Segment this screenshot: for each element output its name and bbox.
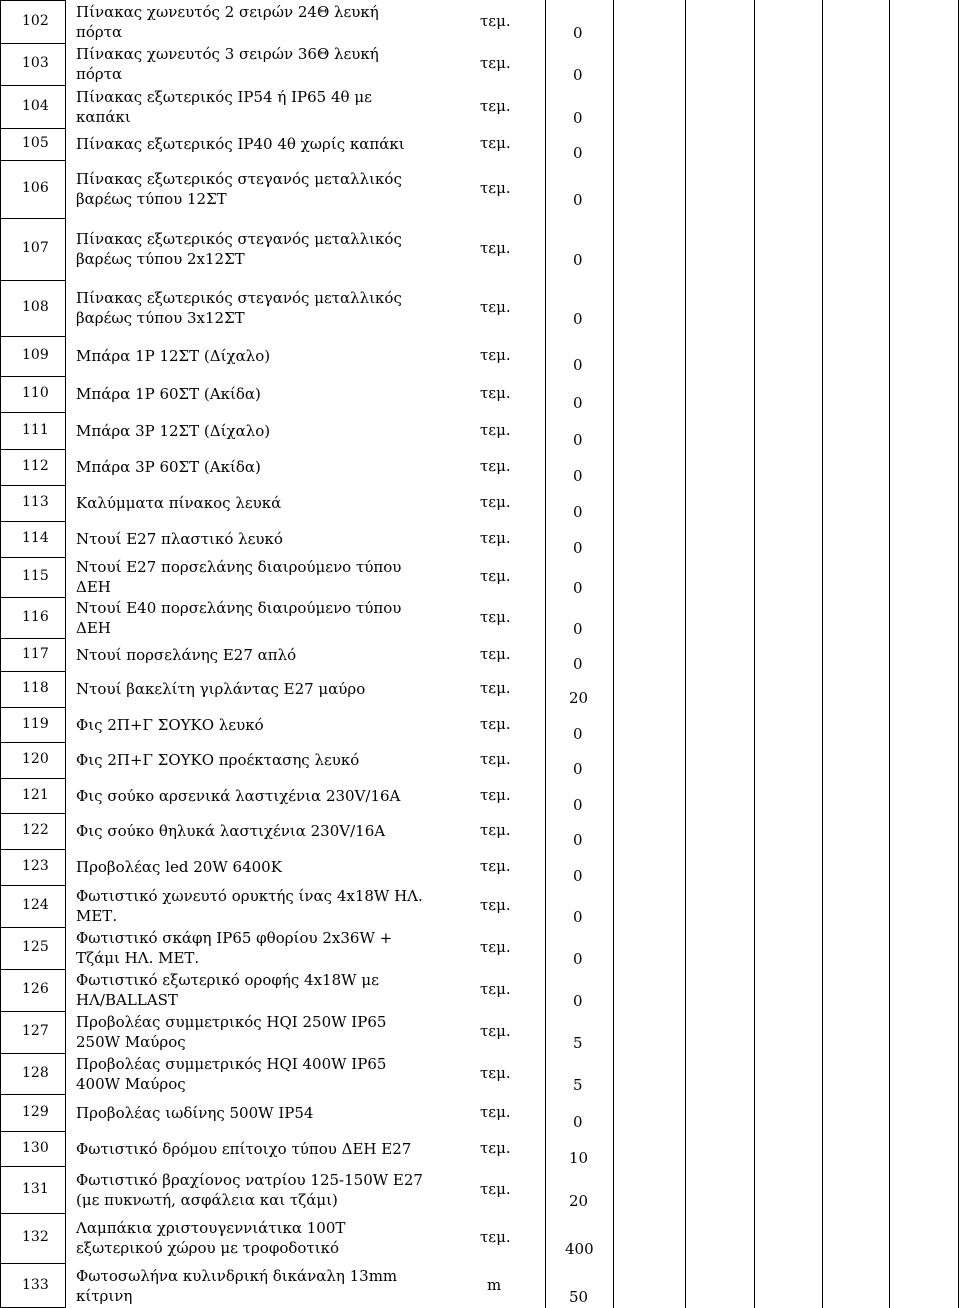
item-unit: τεμ.	[480, 96, 511, 115]
item-quantity: 0	[573, 654, 583, 673]
row-rule	[0, 742, 66, 743]
row-rule	[0, 1213, 66, 1214]
row-number: 117	[22, 645, 49, 662]
item-description	[76, 44, 536, 84]
item-quantity: 0	[573, 467, 583, 485]
row-rule	[0, 1263, 66, 1264]
column-rule	[958, 0, 959, 1308]
item-unit: τεμ.	[480, 607, 511, 626]
row-number: 120	[22, 751, 49, 767]
item-quantity: 20	[569, 689, 589, 707]
description-line: Ντουί Ε27 πορσελάνης διαιρούμενο τύπου	[76, 558, 402, 576]
item-description: Μπάρα 3P 60ΣΤ (Ακίδα)	[76, 458, 261, 476]
row-number: 103	[22, 55, 49, 71]
row-rule	[0, 707, 66, 708]
item-unit: τεμ.	[480, 644, 511, 663]
row-number: 127	[22, 1023, 49, 1039]
item-description: Προβολέας led 20W 6400K	[76, 858, 282, 876]
row-rule	[0, 597, 66, 598]
row-number: 106	[22, 180, 49, 196]
row-number: 114	[22, 530, 49, 546]
item-unit: τεμ.	[480, 134, 511, 152]
item-unit: τεμ.	[480, 857, 511, 875]
row-number: 116	[22, 608, 49, 625]
item-description	[76, 886, 536, 926]
item-description	[76, 2, 536, 42]
item-quantity: 0	[573, 310, 583, 328]
item-unit: τεμ.	[480, 457, 511, 475]
row-number: 119	[22, 715, 49, 732]
item-description: Ντουί βακελίτη γιρλάντας Ε27 μαύρο	[76, 680, 366, 698]
row-number: 133	[22, 1276, 49, 1293]
item-quantity: 400	[565, 1240, 594, 1258]
item-unit: τεμ.	[480, 298, 511, 316]
row-number: 107	[22, 240, 49, 256]
column-rule	[685, 0, 686, 1308]
description-line: ΔΕΗ	[76, 578, 111, 596]
item-description	[76, 87, 536, 127]
description-line: (με πυκνωτή, ασφάλεια και τζάμι)	[76, 1190, 338, 1209]
item-quantity: 20	[569, 1191, 589, 1210]
item-unit: τεμ.	[480, 11, 511, 30]
row-number: 109	[22, 347, 49, 363]
row-number: 131	[22, 1180, 49, 1197]
item-quantity: 0	[573, 108, 583, 127]
row-rule	[0, 1131, 66, 1132]
item-description	[76, 1170, 536, 1210]
item-unit: τεμ.	[480, 493, 511, 511]
description-line: Ντουί Ε40 πορσελάνης διαιρούμενο τύπου	[76, 598, 402, 617]
description-line: 250W Μαύρος	[76, 1033, 186, 1051]
item-quantity: 0	[573, 579, 583, 597]
description-line: Προβολέας συμμετρικός HQI 250W IP65	[76, 1013, 387, 1031]
description-line: Φωτιστικό βραχίονος νατρίου 125-150W Ε27	[76, 1170, 423, 1189]
row-rule	[0, 336, 66, 337]
item-quantity: 0	[573, 831, 583, 849]
item-description: Ντουί πορσελάνης Ε27 απλό	[76, 645, 297, 664]
item-description: Φις σούκο θηλυκά λαστιχένια 230V/16A	[76, 822, 386, 840]
row-rule	[0, 0, 66, 1]
item-unit: τεμ.	[480, 54, 511, 72]
row-rule	[0, 160, 66, 161]
column-rule	[545, 0, 546, 1308]
item-unit: τεμ.	[480, 821, 511, 839]
item-quantity: 50	[569, 1287, 589, 1306]
row-number: 122	[22, 822, 49, 838]
item-description	[76, 1054, 536, 1094]
item-quantity: 0	[573, 992, 583, 1010]
row-number: 130	[22, 1139, 49, 1156]
description-line: κίτρινη	[76, 1286, 133, 1305]
item-quantity: 0	[573, 619, 583, 638]
row-number: 111	[22, 421, 49, 438]
item-description	[76, 1266, 536, 1306]
row-rule	[0, 638, 66, 639]
description-line: πόρτα	[76, 22, 123, 41]
item-quantity: 0	[573, 394, 583, 412]
description-line: Πίνακας εξωτερικός στεγανός μεταλλικός	[76, 230, 402, 248]
row-number: 115	[22, 568, 49, 584]
item-description	[76, 970, 536, 1010]
item-description: Φις σούκο αρσενικά λαστιχένια 230V/16A	[76, 786, 401, 805]
row-number: 102	[22, 12, 49, 29]
item-description	[76, 288, 536, 328]
item-quantity: 0	[573, 795, 583, 814]
row-rule	[0, 969, 66, 970]
item-description: Φις 2Π+Γ ΣΟΥΚΟ προέκτασης λευκό	[76, 751, 360, 769]
row-rule	[0, 128, 66, 129]
item-quantity: 0	[573, 356, 583, 374]
description-line: βαρέως τύπου 2x12ΣΤ	[76, 250, 245, 268]
row-rule	[0, 1053, 66, 1054]
description-line: ΜΕΤ.	[76, 907, 118, 925]
description-line: πόρτα	[76, 65, 123, 83]
item-description: Μπάρα 1P 12ΣΤ (Δίχαλο)	[76, 347, 271, 365]
row-rule	[0, 1011, 66, 1012]
description-line: Πίνακας χωνευτός 3 σειρών 36Θ λευκή	[76, 45, 379, 63]
item-description: Μπάρα 3P 12ΣΤ (Δίχαλο)	[76, 421, 271, 440]
item-quantity: 0	[573, 760, 583, 778]
item-unit: τεμ.	[480, 750, 511, 768]
row-number: 110	[22, 385, 49, 401]
description-line: Φωτιστικό σκάφη IP65 φθορίου 2x36W +	[76, 929, 393, 947]
row-number: 118	[22, 680, 49, 696]
item-quantity: 0	[573, 23, 583, 42]
item-quantity: 0	[573, 430, 583, 449]
item-unit: τεμ.	[480, 714, 511, 733]
row-rule	[0, 778, 66, 779]
description-line: βαρέως τύπου 3x12ΣΤ	[76, 309, 245, 327]
item-unit: τεμ.	[480, 1102, 511, 1121]
description-line: Φωτιστικό χωνευτό ορυκτής ίνας 4x18W ΗΛ.	[76, 887, 423, 905]
item-description: Φις 2Π+Γ ΣΟΥΚΟ λευκό	[76, 715, 264, 734]
row-rule	[0, 412, 66, 413]
item-quantity: 0	[573, 1112, 583, 1131]
description-line: Πίνακας χωνευτός 2 σειρών 24Θ λευκή	[76, 2, 379, 21]
description-line: καπάκι	[76, 107, 131, 126]
item-unit: τεμ.	[480, 785, 511, 804]
description-line: Φωτιστικό εξωτερικό οροφής 4x18W με	[76, 971, 379, 989]
row-rule	[0, 449, 66, 450]
column-rule	[822, 0, 823, 1308]
description-line: Φωτοσωλήνα κυλινδρική δικάναλη 13mm	[76, 1266, 398, 1285]
item-description	[76, 169, 536, 209]
item-unit: τεμ.	[480, 1179, 511, 1198]
row-number: 112	[22, 458, 49, 474]
item-unit: τεμ.	[480, 980, 511, 998]
row-rule	[0, 521, 66, 522]
row-rule	[0, 813, 66, 814]
item-description: Μπάρα 1P 60ΣΤ (Ακίδα)	[76, 385, 261, 403]
item-description	[76, 557, 536, 597]
description-line: 400W Μαύρος	[76, 1074, 186, 1093]
row-number: 128	[22, 1064, 49, 1081]
item-quantity: 0	[573, 251, 583, 269]
description-line: Πίνακας εξωτερικός στεγανός μεταλλικός	[76, 289, 402, 307]
item-description: Ντουί Ε27 πλαστικό λευκό	[76, 530, 283, 548]
description-line: Πίνακας εξωτερικός IP54 ή IP65 4θ με	[76, 87, 372, 106]
item-quantity: 0	[573, 724, 583, 743]
item-description: Προβολέας ιωδίνης 500W IP54	[76, 1103, 314, 1122]
item-quantity: 0	[573, 144, 583, 162]
row-rule	[0, 849, 66, 850]
row-number: 104	[22, 97, 49, 114]
row-number: 113	[22, 494, 49, 510]
row-number: 124	[22, 897, 49, 913]
column-rule	[613, 0, 614, 1308]
item-description	[76, 598, 536, 638]
item-unit: τεμ.	[480, 567, 511, 585]
item-quantity: 0	[573, 539, 583, 557]
description-line: Τζάμι ΗΛ. ΜΕΤ.	[76, 949, 200, 967]
row-rule	[0, 885, 66, 886]
row-number: 126	[22, 981, 49, 997]
item-unit: m	[487, 1275, 502, 1294]
row-rule	[0, 671, 66, 672]
item-description	[76, 1012, 536, 1052]
row-number: 123	[22, 858, 49, 874]
item-quantity: 5	[573, 1034, 583, 1052]
description-line: Λαμπάκια χριστουγεννιάτικα 100T	[76, 1219, 346, 1237]
description-line: ΗΛ/BALLAST	[76, 991, 178, 1009]
description-line: ΔΕΗ	[76, 618, 111, 637]
item-unit: τεμ.	[480, 529, 511, 547]
column-rule	[754, 0, 755, 1308]
item-description: Καλύμματα πίνακος λευκά	[76, 494, 282, 512]
column-rule	[65, 0, 66, 1308]
row-number: 125	[22, 939, 49, 955]
item-unit: τεμ.	[480, 384, 511, 402]
item-unit: τεμ.	[480, 346, 511, 364]
description-line: Πίνακας εξωτερικός στεγανός μεταλλικός	[76, 170, 402, 188]
description-line: Προβολέας συμμετρικός HQI 400W IP65	[76, 1054, 387, 1073]
row-number: 132	[22, 1229, 49, 1245]
row-number: 108	[22, 299, 49, 315]
row-rule	[0, 557, 66, 558]
row-rule	[0, 280, 66, 281]
row-rule	[0, 218, 66, 219]
item-quantity: 0	[573, 66, 583, 84]
item-unit: τεμ.	[480, 239, 511, 257]
item-unit: τεμ.	[480, 420, 511, 439]
item-quantity: 5	[573, 1075, 583, 1094]
row-rule	[0, 485, 66, 486]
row-number: 121	[22, 786, 49, 803]
item-unit: τεμ.	[480, 1228, 511, 1246]
item-quantity: 0	[573, 191, 583, 209]
row-rule	[0, 43, 66, 44]
item-quantity: 0	[573, 950, 583, 968]
column-rule	[889, 0, 890, 1308]
row-rule	[0, 1094, 66, 1095]
item-unit: τεμ.	[480, 179, 511, 197]
item-description: Φωτιστικό δρόμου επίτοιχο τύπου ΔΕΗ Ε27	[76, 1139, 412, 1158]
item-quantity: 0	[573, 503, 583, 521]
item-unit: τεμ.	[480, 1138, 511, 1157]
item-description	[76, 1218, 536, 1258]
item-quantity: 10	[569, 1148, 589, 1167]
description-line: εξωτερικού χώρου με τροφοδοτικό	[76, 1239, 339, 1257]
row-number: 129	[22, 1103, 49, 1120]
item-description: Πίνακας εξωτερικός IP40 4θ χωρίς καπάκι	[76, 135, 405, 153]
item-unit: τεμ.	[480, 1063, 511, 1082]
row-rule	[0, 927, 66, 928]
row-rule	[0, 376, 66, 377]
row-number: 105	[22, 135, 49, 151]
column-rule	[0, 0, 1, 1308]
item-quantity: 0	[573, 908, 583, 926]
item-unit: τεμ.	[480, 938, 511, 956]
item-unit: τεμ.	[480, 1022, 511, 1040]
item-unit: τεμ.	[480, 679, 511, 697]
item-quantity: 0	[573, 867, 583, 885]
item-unit: τεμ.	[480, 896, 511, 914]
row-rule	[0, 85, 66, 86]
item-description	[76, 928, 536, 968]
item-description	[76, 229, 536, 269]
row-rule	[0, 1166, 66, 1167]
description-line: βαρέως τύπου 12ΣΤ	[76, 190, 227, 208]
